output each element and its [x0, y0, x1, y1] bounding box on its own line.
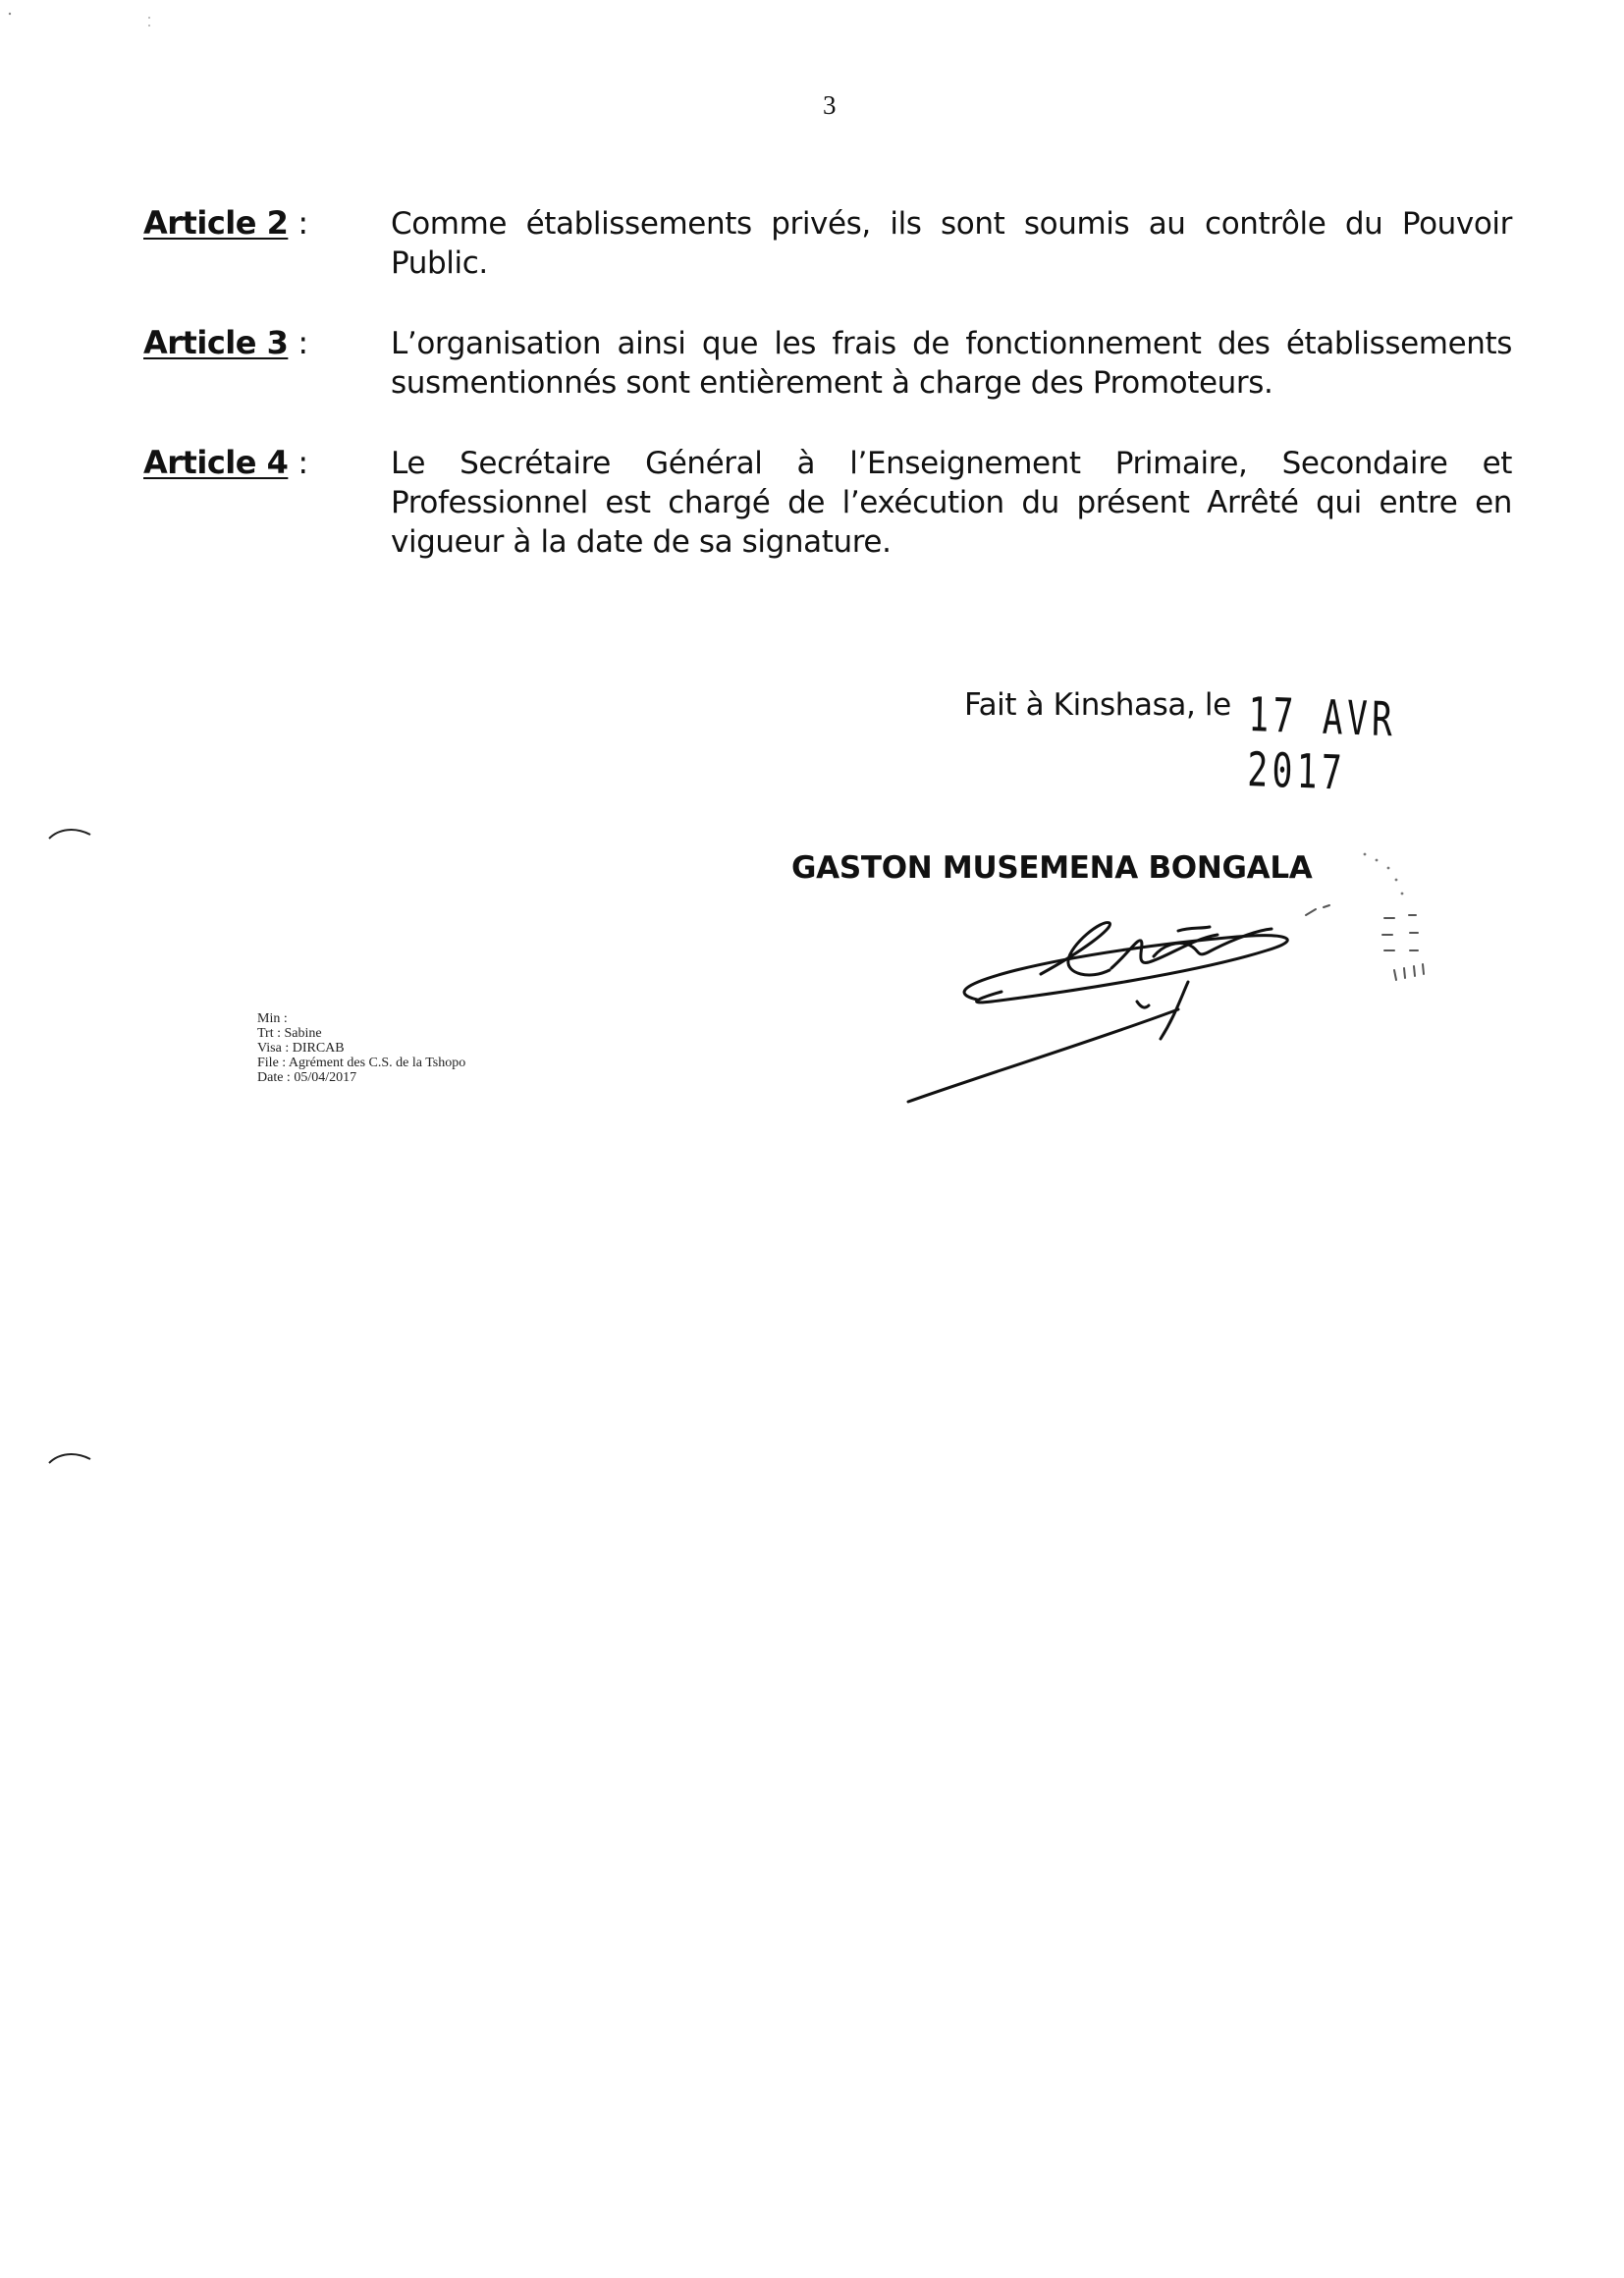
article-label-name: Article 3 — [143, 324, 289, 361]
scan-corner-marks — [0, 0, 167, 39]
article-text: L’organisation ainsi que les frais de fonctionnement des établissements susmentionnés sont entièrement à charge des Promoteurs. — [391, 326, 1512, 401]
article-label-colon: : — [298, 444, 308, 481]
article-label-name: Article 4 — [143, 444, 289, 481]
signatory-name: GASTON MUSEMENA BONGALA — [791, 850, 1313, 886]
article-label — [143, 204, 308, 242]
reference-file: File : Agrément des C.S. de la Tshopo — [257, 1056, 466, 1070]
date-stamp: 17 AVR 2017 — [1246, 687, 1397, 801]
punch-hole-mark — [45, 823, 94, 842]
reference-treatment: Trt : Sabine — [257, 1026, 322, 1041]
article-label — [143, 444, 308, 481]
reference-block — [257, 1011, 465, 1085]
stamp-residue — [1247, 825, 1443, 1021]
reference-min: Min : — [257, 1011, 288, 1026]
punch-hole-mark — [45, 1447, 94, 1467]
article-label — [143, 324, 308, 361]
reference-date: Date : 05/04/2017 — [257, 1070, 357, 1085]
article-text: Comme établissements privés, ils sont soumis au contrôle du Pouvoir Public. — [391, 206, 1512, 281]
article-label-colon: : — [298, 204, 308, 242]
article-label-name: Article 2 — [143, 204, 289, 242]
place-date-prefix: Fait à Kinshasa, le — [964, 687, 1231, 723]
page-number: 3 — [823, 90, 837, 120]
article-text: Le Secrétaire Général à l’Enseignement Primaire, Secondaire et Professionnel est chargé de l’exécution du présent Arrêté qui entre en vigueur à la date de sa signature. — [391, 446, 1512, 560]
article-label-colon: : — [298, 324, 308, 361]
reference-visa: Visa : DIRCAB — [257, 1041, 345, 1056]
